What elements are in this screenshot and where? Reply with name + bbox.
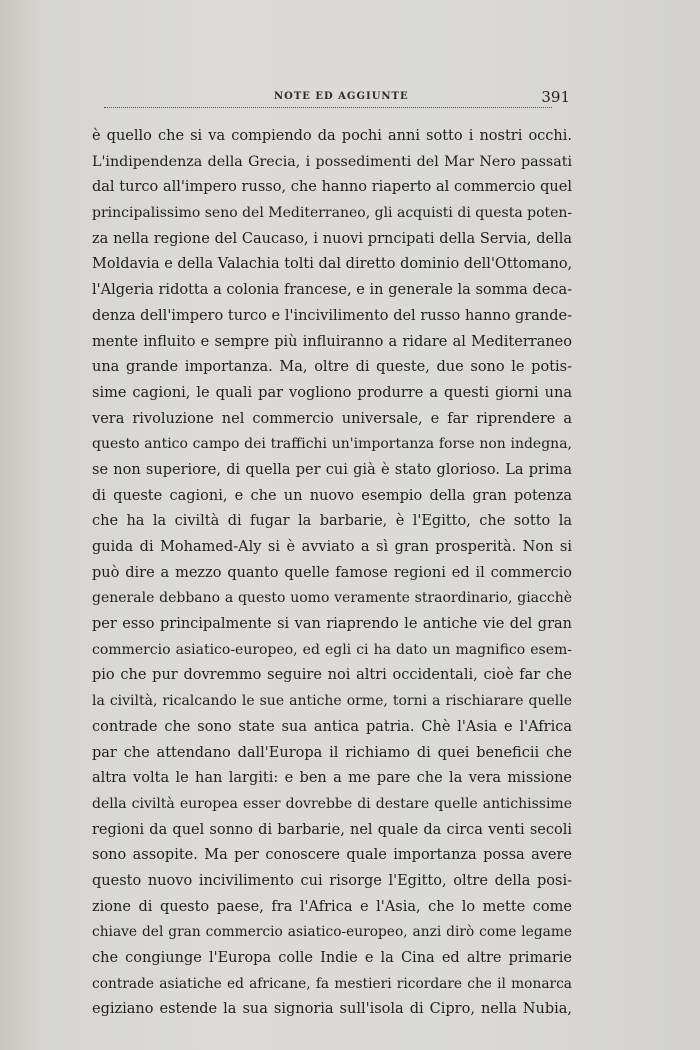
text-line: egiziano estende la sua signoria sull'isola di Cipro, nella Nubia, bbox=[92, 1001, 572, 1018]
text-line: L'indipendenza della Grecia, i possedimenti del Mar Nero passati bbox=[92, 153, 572, 170]
text-line: par che attendano dall'Europa il richiamo di quei beneficii che bbox=[92, 744, 572, 761]
text-line: una grande importanza. Ma, oltre di queste, due sono le potis- bbox=[92, 359, 572, 376]
text-line: se non superiore, di quella per cui già è stato glorioso. La prima bbox=[92, 461, 572, 478]
text-line: chiave del gran commercio asiatico-europeo, anzi dirò come legame bbox=[92, 924, 572, 941]
text-line: di queste cagioni, e che un nuovo esempio della gran potenza bbox=[92, 487, 572, 504]
text-line: che congiunge l'Europa colle Indie e la Cina ed altre primarie bbox=[92, 950, 572, 966]
text-line: sono assopite. Ma per conoscere quale importanza possa avere bbox=[92, 847, 572, 864]
body-text bbox=[92, 124, 572, 1023]
text-line: vera rivoluzione nel commercio universale, e far riprendere a bbox=[92, 410, 572, 427]
text-line: principalissimo seno del Mediterraneo, gli acquisti di questa poten- bbox=[92, 205, 572, 222]
text-line: generale debbano a questo uomo veramente straordinario, giacchè bbox=[92, 590, 572, 607]
text-line: altra volta le han largiti: e ben a me pare che la vera missione bbox=[92, 770, 572, 787]
text-line: contrade asiatiche ed africane, fa mestieri ricordare che il monarca bbox=[92, 975, 572, 992]
text-line: guida di Mohamed-Aly si è avviato a sì gran prosperità. Non si bbox=[92, 539, 572, 555]
text-line: può dire a mezzo quanto quelle famose regioni ed il commercio bbox=[92, 564, 572, 581]
text-line: questo nuovo incivilimento cui risorge l'Egitto, oltre della posi- bbox=[92, 872, 572, 889]
text-line: contrade che sono state sua antica patria. Chè l'Asia e l'Africa bbox=[92, 718, 572, 735]
running-header-title: NOTE ED AGGIUNTE bbox=[274, 91, 409, 102]
running-header bbox=[104, 88, 572, 116]
text-line: che ha la civiltà di fugar la barbarie, è l'Egitto, che sotto la bbox=[92, 513, 572, 530]
text-line: pio che pur dovremmo seguire noi altri occidentali, cioè far che bbox=[92, 667, 572, 684]
text-line: questo antico campo dei traffichi un'importanza forse non indegna, bbox=[92, 436, 572, 453]
text-line: commercio asiatico-europeo, ed egli ci ha dato un magnifico esem- bbox=[92, 641, 572, 658]
text-line: denza dell'impero turco e l'incivilimento del russo hanno grande- bbox=[92, 307, 572, 324]
text-line: la civiltà, ricalcando le sue antiche orme, torni a rischiarare quelle bbox=[92, 693, 572, 710]
page-number: 391 bbox=[541, 88, 570, 106]
text-line: della civiltà europea esser dovrebbe di destare quelle antichissime bbox=[92, 795, 572, 812]
text-line: dal turco all'impero russo, che hanno riaperto al commercio quel bbox=[92, 179, 572, 196]
text-line: per esso principalmente si van riaprendo le antiche vie del gran bbox=[92, 616, 572, 633]
text-line: sime cagioni, le quali par vogliono produrre a questi giorni una bbox=[92, 384, 572, 401]
text-line: mente influito e sempre più influiranno a ridare al Mediterraneo bbox=[92, 333, 572, 350]
text-line: regioni da quel sonno di barbarie, nel quale da circa venti secoli bbox=[92, 821, 572, 838]
header-dotted-rule bbox=[104, 107, 552, 108]
text-line: za nella regione del Caucaso, i nuovi prncipati della Servia, della bbox=[92, 230, 572, 247]
text-line: Moldavia e della Valachia tolti dal diretto dominio dell'Ottomano, bbox=[92, 256, 572, 273]
text-line: zione di questo paese, fra l'Africa e l'Asia, che lo mette come bbox=[92, 898, 572, 915]
text-line: è quello che si va compiendo da pochi anni sotto i nostri occhi. bbox=[92, 128, 572, 144]
text-line: l'Algeria ridotta a colonia francese, e in generale la somma deca- bbox=[92, 282, 572, 299]
